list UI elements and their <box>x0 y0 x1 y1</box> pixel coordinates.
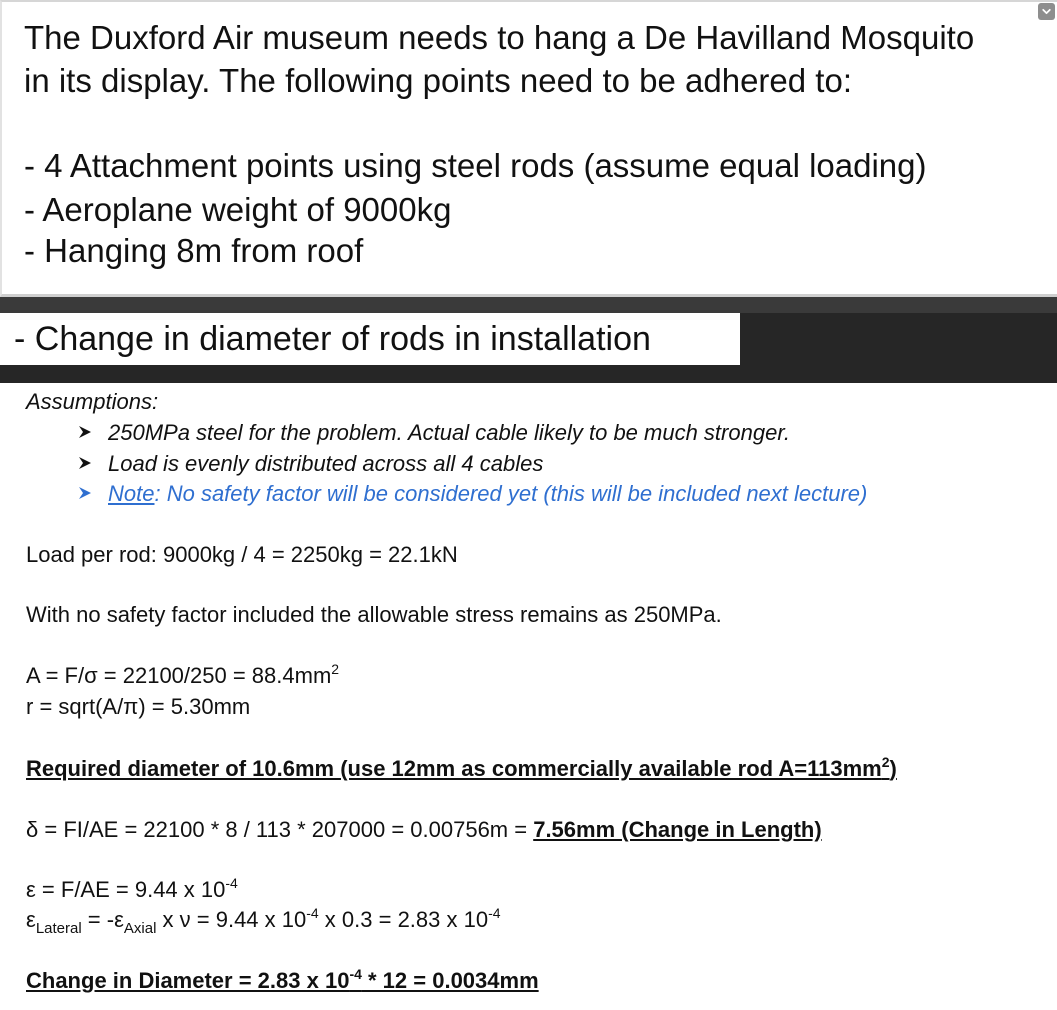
band-stripe <box>0 297 1057 313</box>
section-heading: - Change in diameter of rods in installation <box>14 320 651 358</box>
lateral-exponent-2: -4 <box>488 905 501 921</box>
solution-content <box>0 383 1057 1010</box>
lateral-strain-equation <box>26 905 501 937</box>
lateral-poisson: x ν = 9.44 x 10 <box>156 907 307 932</box>
requirement-weight: - Aeroplane weight of 9000kg <box>24 191 452 228</box>
lateral-result: x 0.3 = 2.83 x 10 <box>318 907 489 932</box>
assumptions-title: Assumptions: <box>26 389 159 414</box>
required-diameter-text: Required diameter of 10.6mm (use 12mm as commercially available rod A=113mm <box>26 756 882 781</box>
lateral-subscript: Lateral <box>35 920 82 937</box>
axial-subscript: Axial <box>123 920 157 937</box>
strain-equation <box>26 877 238 903</box>
assumption-item-steel <box>78 420 790 446</box>
required-diameter-exponent: 2 <box>881 754 890 770</box>
assumption-item-load <box>78 451 543 477</box>
problem-statement-panel <box>0 0 1057 297</box>
area-text: A = F/σ = 22100/250 = 88.4mm <box>26 663 332 688</box>
section-heading-box <box>0 313 740 365</box>
radius-equation: r = sqrt(A/π) = 5.30mm <box>26 694 251 719</box>
strain-text: ε = F/AE = 9.44 x 10 <box>26 877 226 902</box>
allowable-stress: With no safety factor included the allowable stress remains as 250MPa. <box>26 602 722 627</box>
strain-exponent: -4 <box>225 875 238 891</box>
lateral-epsilon: ε <box>26 907 36 932</box>
lateral-exponent-1: -4 <box>306 905 319 921</box>
assumption-text: Load is evenly distributed across all 4 cables <box>108 451 544 476</box>
note-text: : No safety factor will be considered yet (this will be included next lecture) <box>154 481 868 506</box>
note-label: Note <box>108 481 155 506</box>
change-in-length-equation <box>26 817 822 843</box>
problem-line-1: The Duxford Air museum needs to hang a De Havilland Mosquito <box>24 19 975 56</box>
problem-line-2: in its display. The following points need to be adhered to: <box>24 62 852 99</box>
required-diameter <box>26 756 897 782</box>
diameter-exponent: -4 <box>349 966 362 982</box>
required-diameter-close: ) <box>889 756 897 781</box>
diameter-result: * 12 = 0.0034mm <box>361 968 539 993</box>
load-per-rod: Load per rod: 9000kg / 4 = 2250kg = 22.1kN <box>26 542 458 567</box>
diameter-text: Change in Diameter = 2.83 x 10 <box>26 968 350 993</box>
chevron-down-icon <box>1041 6 1052 17</box>
change-in-diameter <box>26 968 539 994</box>
arrowhead-bullet-icon <box>78 420 108 446</box>
requirement-hanging-height: - Hanging 8m from roof <box>24 232 364 269</box>
requirement-attachment-points: - 4 Attachment points using steel rods (assume equal loading) <box>24 147 927 184</box>
arrowhead-bullet-icon <box>78 451 108 477</box>
delta-result: 7.56mm (Change in Length) <box>533 817 822 842</box>
area-exponent: 2 <box>331 661 340 677</box>
section-band <box>0 297 1057 383</box>
delta-text: δ = FI/AE = 22100 * 8 / 113 * 207000 = 0.00756m = <box>26 817 534 842</box>
area-equation <box>26 663 339 689</box>
arrowhead-bullet-icon <box>78 481 108 507</box>
collapse-button[interactable] <box>1038 3 1055 20</box>
lateral-equals: = -ε <box>81 907 124 932</box>
assumption-text: 250MPa steel for the problem. Actual cable likely to be much stronger. <box>108 420 790 445</box>
assumption-item-note <box>78 481 867 507</box>
